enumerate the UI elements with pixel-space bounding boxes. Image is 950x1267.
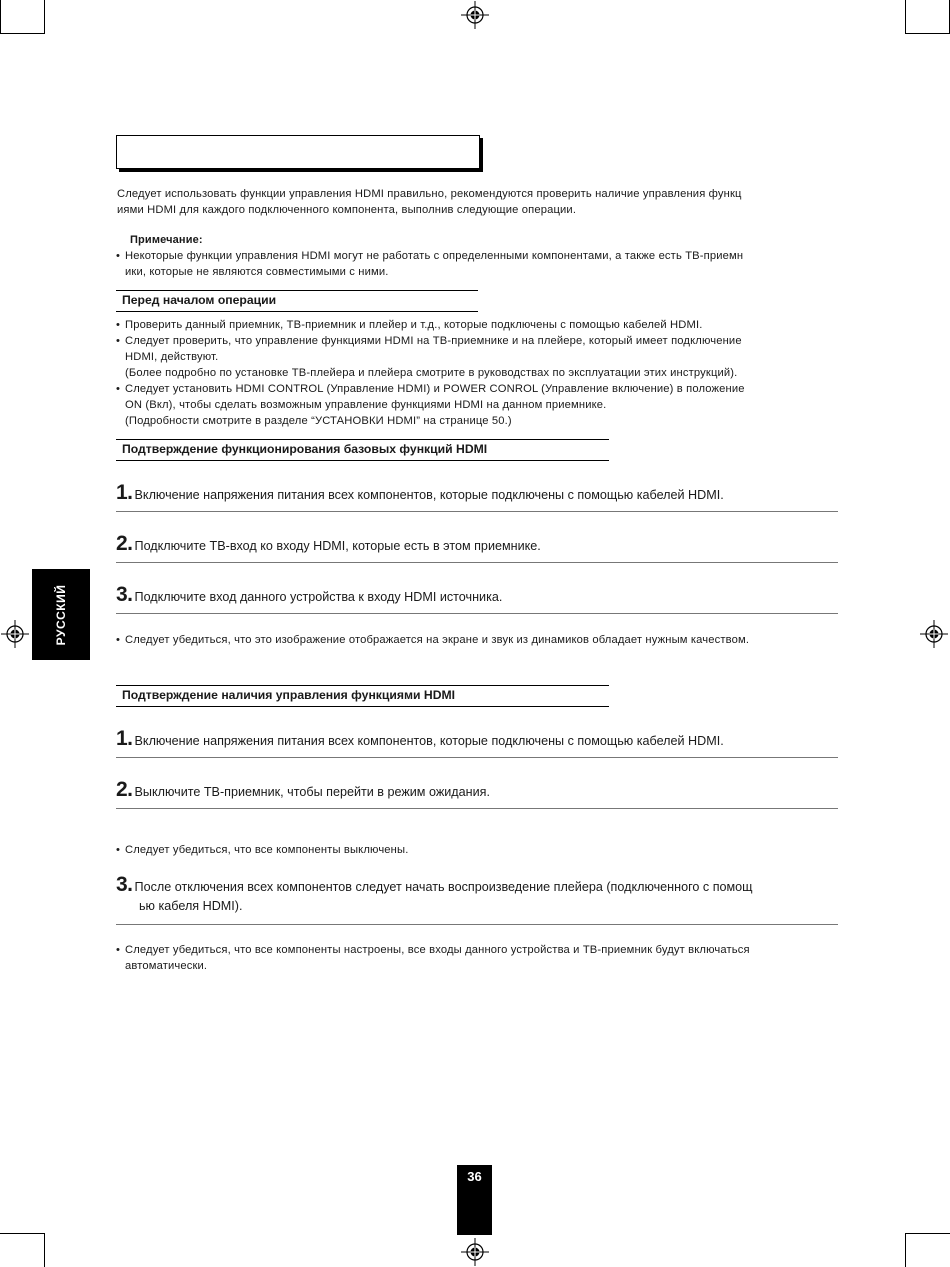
- section-heading-text: Перед началом операции: [122, 293, 277, 307]
- step-text: После отключения всех компонентов следует начать воспроизведение плейера (подключенного с помощ: [134, 880, 753, 894]
- registration-mark-icon: [920, 620, 948, 648]
- list-item-text: Следует проверить, что управление функциями HDMI на ТВ-приемнике и на плейере, который имеет подключение: [125, 335, 742, 347]
- list-item: [116, 381, 856, 397]
- note-line: Некоторые функции управления HDMI могут не работать с определенными компонентами, а также есть ТВ-приемн: [125, 250, 744, 262]
- crop-mark: [0, 1233, 44, 1234]
- registration-mark-icon: [1, 620, 29, 648]
- intro-paragraph: [117, 186, 847, 218]
- list-item: [116, 942, 856, 958]
- step-row: [116, 875, 838, 925]
- step-row: [116, 585, 838, 614]
- crop-mark: [0, 0, 1, 34]
- crop-mark: [44, 0, 45, 34]
- step-text: Подключите вход данного устройства к входу HDMI источника.: [134, 590, 503, 604]
- list-item-text: ON (Вкл), чтобы сделать возможным управление функциями HDMI на данном приемнике.: [125, 399, 607, 411]
- list-item-text: Следует убедиться, что это изображение отображается на экране и звук из динамиков обладает нужным качеством.: [125, 634, 750, 646]
- crop-mark: [905, 0, 906, 34]
- note-label: Примечание:: [130, 234, 203, 246]
- list-item-text: автоматически.: [125, 960, 208, 972]
- crop-mark: [0, 33, 44, 34]
- registration-mark-icon: [461, 1238, 489, 1266]
- step-text-continued: ью кабеля HDMI).: [139, 899, 243, 913]
- section-heading-text: Подтверждение наличия управления функциями HDMI: [122, 688, 456, 702]
- crop-mark: [905, 1233, 906, 1267]
- note-line: ики, которые не являются совместимыми с ними.: [125, 266, 389, 278]
- list-item-text: HDMI, действуют.: [125, 351, 219, 363]
- intro-line: иями HDMI для каждого подключенного компонента, выполнив следующие операции.: [117, 204, 577, 216]
- step-text: Подключите ТВ-вход ко входу HDMI, которые есть в этом приемнике.: [134, 539, 541, 553]
- page-number: 36: [467, 1169, 482, 1184]
- step-row: [116, 534, 838, 563]
- step-number: 3.: [116, 873, 133, 896]
- intro-line: Следует использовать функции управления HDMI правильно, рекомендуются проверить наличие управления функц: [117, 188, 742, 200]
- list-item-text: (Более подробно по установке ТВ-плейера и плейера смотрите в руководствах по эксплуатации этих инструкций).: [125, 367, 738, 379]
- crop-mark: [906, 33, 950, 34]
- step-number: 1.: [116, 727, 133, 750]
- section-heading-control: [116, 685, 609, 707]
- list-item: [116, 333, 856, 349]
- crop-mark: [906, 1233, 950, 1234]
- step-number: 2.: [116, 532, 133, 555]
- registration-mark-icon: [461, 1, 489, 29]
- step-number: 2.: [116, 778, 133, 801]
- list-item-text: (Подробности смотрите в разделе “УСТАНОВКИ HDMI” на странице 50.): [125, 415, 512, 427]
- list-item-text: Проверить данный приемник, ТВ-приемник и плейер и т.д., которые подключены с помощью кабелей HDMI.: [125, 319, 703, 331]
- page-title-box: [116, 135, 480, 169]
- step-number: 3.: [116, 583, 133, 606]
- list-item: [116, 317, 856, 333]
- crop-mark: [44, 1233, 45, 1267]
- list-item-text: Следует установить HDMI CONTROL (Управление HDMI) и POWER CONROL (Управление включение) в положение: [125, 383, 745, 395]
- section-heading-text: Подтверждение функционирования базовых функций HDMI: [122, 442, 488, 456]
- step-text: Включение напряжения питания всех компонентов, которые подключены с помощью кабелей HDMI.: [134, 488, 724, 502]
- control-note-bullet: [116, 842, 865, 858]
- control-final-bullet: [116, 942, 856, 974]
- step-row: [116, 780, 838, 809]
- language-tab: [32, 569, 90, 660]
- step-number: 1.: [116, 481, 133, 504]
- step-text: Включение напряжения питания всех компонентов, которые подключены с помощью кабелей HDMI.: [134, 734, 724, 748]
- basic-note-bullet: [116, 632, 865, 648]
- list-item-text: Следует убедиться, что все компоненты настроены, все входы данного устройства и ТВ-приемник будут включаться: [125, 944, 750, 956]
- page-number-tab: [457, 1165, 492, 1235]
- section-heading-before: [116, 290, 478, 312]
- section-heading-basic: [116, 439, 609, 461]
- before-bullets: [116, 317, 856, 429]
- note-block: [116, 232, 846, 280]
- step-row: [116, 729, 838, 758]
- step-text: Выключите ТВ-приемник, чтобы перейти в режим ожидания.: [134, 785, 490, 799]
- list-item-text: Следует убедиться, что все компоненты выключены.: [125, 844, 409, 856]
- language-tab-label: РУССКИЙ: [54, 584, 68, 645]
- note-bullet: [116, 248, 846, 264]
- step-row: [116, 483, 838, 512]
